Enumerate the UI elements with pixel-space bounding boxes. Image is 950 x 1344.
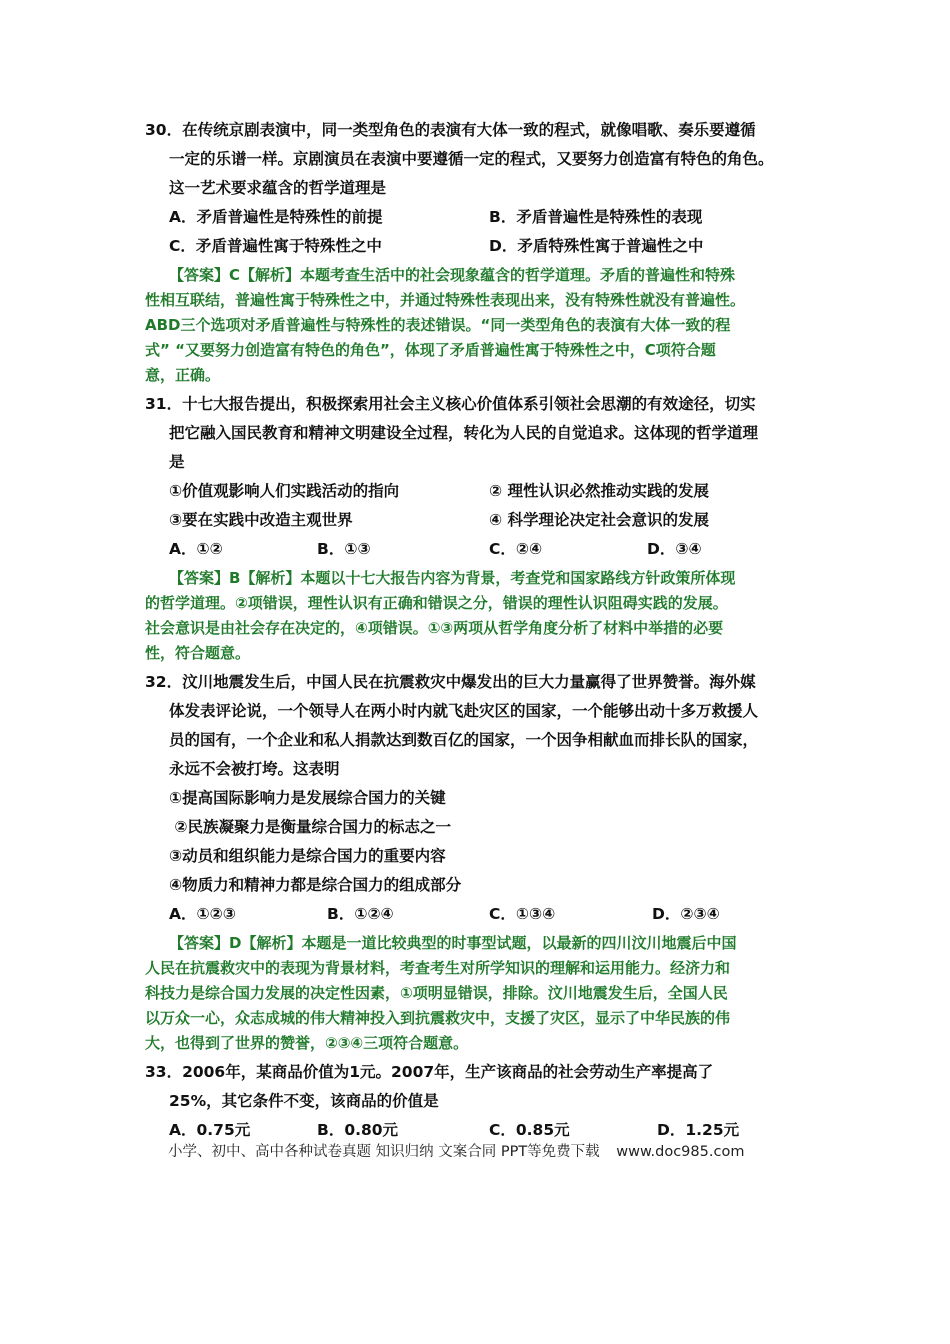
options-row — [145, 232, 825, 261]
item-2: ②民族凝聚力是衡量综合国力的标志之一 — [169, 818, 452, 836]
footer-link[interactable]: www.doc985.com — [616, 1144, 745, 1160]
question-31 — [145, 390, 825, 477]
question-stem-line: 体发表评论说，一个领导人在两小时内就飞赴灾区的国家，一个能够出动十多万救援人 — [169, 702, 759, 720]
question-stem-line: 25%，其它条件不变，该商品的价值是 — [169, 1092, 439, 1110]
items-row — [145, 506, 825, 535]
item-3: ③动员和组织能力是综合国力的重要内容 — [169, 847, 446, 865]
item-1: ①提高国际影响力是发展综合国力的关键 — [169, 789, 446, 807]
answer-line: 科技力是综合国力发展的决定性因素，①项明显错误，排除。汶川地震发生后，全国人民 — [145, 984, 728, 1002]
option-b: B．①②④ — [327, 905, 394, 923]
answer-line: 【答案】D【解析】本题是一道比较典型的时事型试题，以最新的四川汶川地震后中国 — [169, 934, 737, 952]
option-d: D．1.25元 — [657, 1121, 740, 1139]
answer-line: 【答案】B【解析】本题以十七大报告内容为背景，考查党和国家路线方针政策所体现 — [169, 569, 736, 587]
question-stem-line: 31．十七大报告提出，积极探索用社会主义核心价值体系引领社会思潮的有效途径，切实 — [145, 395, 756, 413]
answer-line: 意，正确。 — [145, 366, 221, 384]
answer-line: 【答案】C【解析】本题考查生活中的社会现象蕴含的哲学道理。矛盾的普遍性和特殊 — [169, 266, 736, 284]
option-c: C．②④ — [489, 540, 543, 558]
answer-explanation-32 — [145, 931, 825, 1056]
document-content — [145, 116, 825, 1145]
question-32 — [145, 668, 825, 900]
option-d: D．③④ — [647, 540, 702, 558]
answer-line: 以万众一心，众志成城的伟大精神投入到抗震救灾中，支援了灾区，显示了中华民族的伟 — [145, 1009, 731, 1027]
options-row — [145, 535, 825, 564]
option-d: D．②③④ — [652, 905, 720, 923]
item-1: ①价值观影响人们实践活动的指向 — [169, 482, 400, 500]
option-b: B．①③ — [317, 540, 371, 558]
option-a: A．矛盾普遍性是特殊性的前提 — [169, 208, 383, 226]
option-d: D．矛盾特殊性寓于普遍性之中 — [489, 237, 704, 255]
answer-line: 的哲学道理。②项错误，理性认识有正确和错误之分，错误的理性认识阻碍实践的发展。 — [145, 594, 728, 612]
option-a: A．①② — [169, 540, 223, 558]
question-30 — [145, 116, 825, 203]
item-3: ③要在实践中改造主观世界 — [169, 511, 353, 529]
answer-line: 社会意识是由社会存在决定的，④项错误。①③两项从哲学角度分析了材料中举措的必要 — [145, 619, 724, 637]
options-row — [145, 203, 825, 232]
options-row — [145, 900, 825, 929]
option-c: C．0.85元 — [489, 1121, 570, 1139]
answer-line: 性，符合题意。 — [145, 644, 251, 662]
question-stem-line: 把它融入国民教育和精神文明建设全过程，转化为人民的自觉追求。这体现的哲学道理 — [169, 424, 759, 442]
item-4: ④物质力和精神力都是综合国力的组成部分 — [169, 876, 462, 894]
page-footer — [168, 1140, 744, 1161]
question-stem-line: 是 — [169, 453, 185, 471]
answer-line: ABD三个选项对矛盾普遍性与特殊性的表述错误。“同一类型角色的表演有大体一致的程 — [145, 316, 731, 334]
answer-line: 式” “又要努力创造富有特色的角色”，体现了矛盾普遍性寓于特殊性之中，C项符合题 — [145, 341, 716, 359]
question-stem-line: 一定的乐谱一样。京剧演员在表演中要遵循一定的程式，又要努力创造富有特色的角色。 — [169, 150, 774, 168]
option-c: C．①③④ — [489, 905, 556, 923]
answer-line: 人民在抗震救灾中的表现为背景材料，考查考生对所学知识的理解和运用能力。经济力和 — [145, 959, 731, 977]
question-stem-line: 30．在传统京剧表演中，同一类型角色的表演有大体一致的程式，就像唱歌、奏乐要遵循 — [145, 121, 756, 139]
item-2: ② 理性认识必然推动实践的发展 — [489, 482, 710, 500]
item-4: ④ 科学理论决定社会意识的发展 — [489, 511, 710, 529]
option-c: C．矛盾普遍性寓于特殊性之中 — [169, 237, 382, 255]
option-a: A．①②③ — [169, 905, 236, 923]
answer-line: 性相互联结，普遍性寓于特殊性之中，并通过特殊性表现出来，没有特殊性就没有普遍性。 — [145, 291, 746, 309]
footer-text: 小学、初中、高中各种试卷真题 知识归纳 文案合同 PPT等免费下载 — [168, 1144, 600, 1160]
answer-explanation-30 — [145, 263, 825, 388]
items-row — [145, 477, 825, 506]
option-a: A．0.75元 — [169, 1121, 251, 1139]
answer-line: 大，也得到了世界的赞誉，②③④三项符合题意。 — [145, 1034, 469, 1052]
answer-explanation-31 — [145, 566, 825, 666]
question-stem-line: 永远不会被打垮。这表明 — [169, 760, 340, 778]
question-stem-line: 员的国有，一个企业和私人捐款达到数百亿的国家，一个因争相献血而排长队的国家， — [169, 731, 759, 749]
option-b: B．0.80元 — [317, 1121, 399, 1139]
question-stem-line: 32．汶川地震发生后，中国人民在抗震救灾中爆发出的巨大力量赢得了世界赞誉。海外媒 — [145, 673, 756, 691]
question-stem-line: 这一艺术要求蕴含的哲学道理是 — [169, 179, 387, 197]
option-b: B．矛盾普遍性是特殊性的表现 — [489, 208, 703, 226]
question-stem-line: 33．2006年，某商品价值为1元。2007年，生产该商品的社会劳动生产率提高了 — [145, 1063, 714, 1081]
question-33 — [145, 1058, 825, 1116]
